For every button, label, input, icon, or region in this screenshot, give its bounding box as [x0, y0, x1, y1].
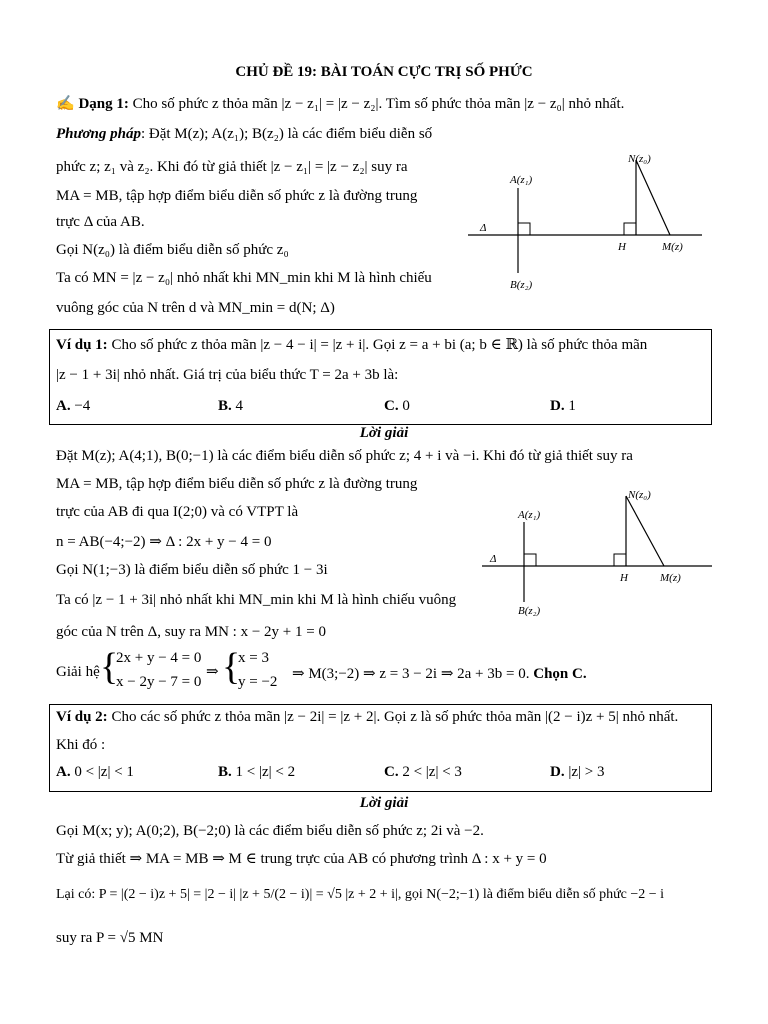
page-title: CHỦ ĐỀ 19: BÀI TOÁN CỰC TRỊ SỐ PHỨC [235, 64, 533, 80]
label-N-2: N(z₀) [628, 489, 651, 501]
figure-perpendicular-bisector-1 [466, 148, 706, 298]
example2-option-a: A. 0 < |z| < 1 [56, 764, 134, 780]
method-label: Phương pháp [56, 126, 141, 142]
solution1-line-1: Đặt M(z); A(4;1), B(0;−1) là các điểm biểu diễn số phức z; 4 + i và −i. Khi đó từ giả thiết suy ra [56, 448, 633, 464]
method-line-1: Phương pháp: Đặt M(z); A(z₁); B(z₂) là các điểm biểu diễn số [56, 126, 433, 142]
label-H: H [618, 241, 626, 253]
label-B-2: B(z₂) [518, 605, 541, 617]
solution1-line-5: Gọi N(1;−3) là điểm biểu diễn số phức 1 − 3i [56, 562, 328, 578]
example2-option-b: B. 1 < |z| < 2 [218, 764, 296, 780]
label-A-2: A(z₁) [518, 509, 541, 521]
solution1-line-6: Ta có |z − 1 + 3i| nhỏ nhất khi MN_min khi M là hình chiếu vuông [56, 592, 457, 608]
method-line-7: vuông góc của N trên d và MN_min = d(N; Δ) [56, 300, 335, 316]
solution1-line-2: MA = MB, tập hợp điểm biểu diễn số phức z là đường trung [56, 476, 418, 492]
label-M: M(z) [662, 241, 683, 253]
example2-option-d: D. |z| > 3 [550, 764, 605, 780]
solution1-heading: Lời giải [359, 425, 409, 441]
system1-eq2: x − 2y − 7 = 0 [116, 674, 202, 690]
example1-option-c: C. 0 [384, 398, 410, 414]
writing-hand-icon: ✍ [56, 96, 75, 112]
solution1-line-7: góc của N trên Δ, suy ra MN : x − 2y + 1 = 0 [56, 624, 326, 640]
example1-option-b: B. 4 [218, 398, 244, 414]
system2-eq2: y = −2 [238, 674, 278, 690]
solution2-line-3: Lại có: P = |(2 − i)z + 5| = |2 − i| |z + 5/(2 − i)| = √5 |z + 2 + i|, gọi N(−2;−1) là điểm biểu diễn số phức −2 − i [56, 887, 665, 902]
example2-line-1: Ví dụ 2: Cho các số phức z thỏa mãn |z − 2i| = |z + 2|. Gọi z là số phức thỏa mãn |(2 − i)z + 5| nhỏ nhất. [56, 709, 679, 725]
dang1-text: Cho số phức z thỏa mãn |z − z₁| = |z − z₂|. Tìm số phức thỏa mãn |z − z₀| nhỏ nhất. [132, 96, 625, 112]
system-prefix: Giải hệ [56, 664, 100, 680]
method-line-6: Ta có MN = |z − z₀| nhỏ nhất khi MN_min khi M là hình chiếu [56, 270, 432, 286]
brace-left-2: { [222, 646, 241, 688]
label-H-2: H [620, 572, 628, 584]
label-A: A(z₁) [510, 174, 533, 186]
example1-option-a: A. −4 [56, 398, 91, 414]
method-line-5: Gọi N(z₀) là điểm biểu diễn số phức z₀ [56, 242, 289, 258]
solution2-line-2: Từ giả thiết ⇒ MA = MB ⇒ M ∈ trung trực của AB có phương trình Δ : x + y = 0 [56, 851, 547, 867]
example1-line-2: |z − 1 + 3i| nhỏ nhất. Giá trị của biểu thức T = 2a + 3b là: [56, 367, 399, 383]
system-suffix: ⇒ M(3;−2) ⇒ z = 3 − 2i ⇒ 2a + 3b = 0. Chọn C. [292, 666, 587, 682]
label-delta-2: Δ [490, 553, 497, 565]
method-line-2: phức z; z₁ và z₂. Khi đó từ giả thiết |z − z₁| = |z − z₂| suy ra [56, 159, 408, 175]
label-B: B(z₂) [510, 279, 533, 291]
solution1-line-4: n = AB(−4;−2) ⇒ Δ : 2x + y − 4 = 0 [56, 534, 272, 550]
solution2-line-4: suy ra P = √5 MN [56, 930, 164, 946]
example1-line-1: Ví dụ 1: Cho số phức z thỏa mãn |z − 4 − i| = |z + i|. Gọi z = a + bi (a; b ∈ ℝ) là số phức thỏa mãn [56, 337, 648, 353]
system1-eq1: 2x + y − 4 = 0 [116, 650, 202, 666]
answer-label: Chọn C. [533, 666, 587, 682]
solution1-line-3: trực của AB đi qua I(2;0) và có VTPT là [56, 504, 299, 520]
example2-option-c: C. 2 < |z| < 3 [384, 764, 462, 780]
brace-left-1: { [100, 646, 119, 688]
example1-label: Ví dụ 1: [56, 337, 108, 353]
figure-perpendicular-bisector-2 [480, 484, 716, 624]
dang1-label: Dạng 1: [78, 96, 129, 112]
method-line-4: trực Δ của AB. [56, 214, 145, 230]
label-M-2: M(z) [660, 572, 681, 584]
label-delta: Δ [480, 222, 487, 234]
label-N: N(z₀) [628, 153, 651, 165]
solution2-line-1: Gọi M(x; y); A(0;2), B(−2;0) là các điểm biểu diễn số phức z; 2i và −2. [56, 823, 484, 839]
implies-arrow: ⇒ [206, 664, 219, 680]
system2-eq1: x = 3 [238, 650, 269, 666]
method-line-3: MA = MB, tập hợp điểm biểu diễn số phức z là đường trung [56, 188, 418, 204]
dang1-line [56, 94, 624, 113]
solution2-heading: Lời giải [359, 795, 409, 811]
example2-line-2: Khi đó : [56, 737, 106, 753]
example2-label: Ví dụ 2: [56, 709, 108, 725]
example1-option-d: D. 1 [550, 398, 576, 414]
